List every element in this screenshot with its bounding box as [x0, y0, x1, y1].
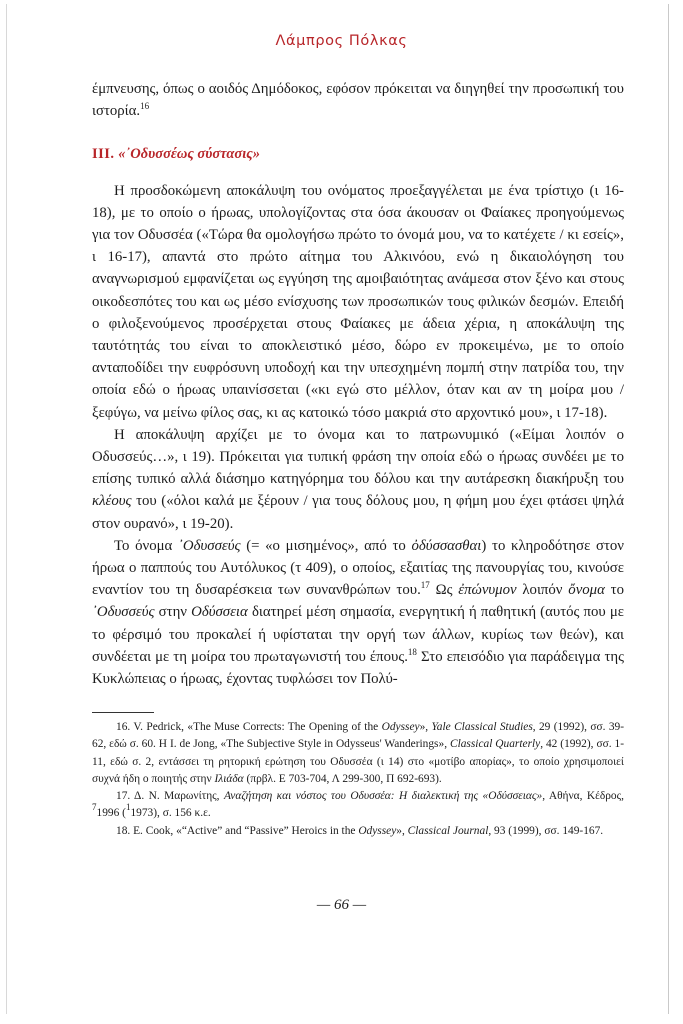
footnote-16: [92, 719, 624, 788]
p3-i1: ᾿Οδυσσεύς: [177, 537, 241, 554]
fn18-c: »,: [396, 824, 408, 837]
p3-i3: ἐπώνυμον: [458, 582, 517, 599]
fn17-d: 1996 (: [96, 807, 126, 820]
intro-text: έμπνευσης, όπως ο αοιδός Δημόδοκος, εφόσον πρόκειται να διηγηθεί την προσωπική του ιστορία.: [92, 81, 624, 120]
fn17-c: , Αθήνα, Κέδρος,: [542, 790, 624, 803]
fn16-e: , 29 (1992), σσ. 39-62, εδώ σ. 60. H I. de Jong, «The Subjective Style in Odysseus' Wanderings»,: [92, 721, 625, 751]
fn17-e: 1973), σ. 156 κ.ε.: [130, 807, 211, 820]
running-head: Λάμπρος Πόλκας: [275, 33, 408, 49]
p3-t2: (= «ο μισημένος», από το: [240, 537, 412, 554]
footnote-ref-18[interactable]: 18: [407, 646, 417, 657]
p3-t6: το: [604, 582, 624, 599]
fn17-b: Αναζήτηση και νόστος του Οδυσσέα: Η διαλεκτική της «Οδύσσειας»: [223, 790, 543, 803]
main-text: [92, 78, 624, 690]
fn16-f: Classical Quarterly: [449, 738, 541, 751]
p3-i6: Οδύσσεια: [191, 604, 248, 621]
fn17-first-edition-sup: 1: [125, 802, 131, 813]
paragraph-3: [92, 535, 624, 690]
fn16-d: Yale Classical Studies: [431, 721, 533, 733]
fn17-edition-sup: 7: [92, 802, 97, 813]
fn18-b: Odyssey: [358, 824, 397, 837]
fn18-d: Classical Journal: [407, 824, 489, 837]
p3-t9: Στο επεισόδιο για παράδειγμα της Κυκλώπειας ο ήρωας, έχοντας τυφλώσει τον Πολύ-: [92, 648, 625, 688]
intro-paragraph: [92, 78, 624, 122]
p3-t4: Ως: [429, 582, 459, 599]
section-heading: [92, 143, 624, 165]
fn16-a: 16. V. Pedrick, «The Muse Corrects: The Opening of the: [116, 721, 382, 733]
fn18-e: , 93 (1999), σσ. 149-167.: [488, 824, 604, 837]
fn16-b: Odyssey: [381, 721, 420, 733]
p3-t3: ) το κληροδότησε στον ήρωα ο παππούς του Αυτόλυκος (τ 409), ο οποίος, εξαιτίας της πανουργίας του, κινούσε εναντίον του τη δυσαρέσκεια των συνανθρώπων του.: [92, 537, 624, 599]
fn16-h: Ιλιάδα: [214, 772, 244, 785]
section-title: «᾿Οδυσσέως σύστασις»: [118, 146, 260, 163]
fn16-c: »,: [419, 721, 432, 733]
footnote-17: [92, 788, 624, 823]
paragraph-2: [92, 424, 624, 535]
fn16-g: , 42 (1992), σσ. 1-11, εδώ σ. 2, εντάσσει τη ρητορική ερώτηση του Οδυσσέα (ι 14) στο «μοτίβο απορίας», το οποίο χρησιμοποιεί συχνά ήδη ο ποιητής στην: [92, 738, 624, 785]
p3-t5: λοιπόν: [516, 582, 569, 599]
fn18-a: 18. E. Cook, «“Active” and “Passive” Heroics in the: [116, 824, 359, 837]
footnote-ref-17[interactable]: 17: [420, 580, 430, 591]
p3-t7: στην: [154, 604, 192, 621]
footnote-divider: [92, 712, 154, 713]
p3-t1: Το όνομα: [114, 537, 178, 554]
footnote-ref-16[interactable]: 16: [140, 101, 150, 112]
footnotes: [92, 719, 624, 840]
paragraph-2-italic: κλέους: [92, 493, 132, 510]
p3-i4: ὄνομα: [568, 582, 605, 599]
paragraph-1: Η προσδοκώμενη αποκάλυψη του ονόματος προεξαγγέλεται με ένα τρίστιχο (ι 16-18), με το οποίο ο ήρωας, υπολογίζοντας στα όσα άκουσαν οι Φαίακες προηγούμενως για τον Οδυσσέα («Τώρα θα ομολογήσω πρώτο το όνομά μου, να το κατέχετε / κι εσείς», ι 16-17), απαντά στο πρώτο αίτημα του Αλκινόου, ενώ η δικαιολόγηση του αναγνωρισμού εμφανίζεται ως εγγύηση της αμοιβαιότητας ανάμεσα στον ξένο και στους οικοδεσπότες του και ως μέσο ενίσχυσης των προσωπικών τους φιλικών δεσμών. Επειδή ο φιλοξενούμενος προσέρχεται στους Φαίακες με άδεια χέρια, η αποκάλυψη της ταυτότητάς του είναι το αποκλειστικό μέσο, δώρο εν προκειμένω, με το οποίο ανταποδίδει την ευφρόσυνη υποδοχή και την υπεσχημένη πομπή στην πατρίδα του, την οποία εδώ ο ήρωας υπαινίσσεται («κι εγώ στο μέλλον, όταν και αν τη μοίρα μου / ξεφύγω, να μείνω φίλος σας, κι ας κατοικώ τόσο μακριά στο αρχοντικό μου», ι 17-18).: [92, 182, 624, 421]
paragraph-2-text-a: Η αποκάλυψη αρχίζει με το όνομα και το πατρωνυμικό («Είμαι λοιπόν ο Οδυσσεύς…», ι 19). Πρόκειται για τυπική φράση την οποία εδώ ο ήρωας συνδέει με το επίσης τυπικό αλλά διάσημο κατηγόρημα του δόλου και την αυτάρεσκη διακήρυξη του: [92, 426, 624, 488]
paragraph-2-text-b: του («όλοι καλά με ξέρουν / για τους δόλους μου, η φήμη μου έχει φτάσει ψηλά στον ουρανό», ι 19-20).: [92, 493, 624, 532]
p3-i2: ὀδύσσασθαι: [411, 537, 482, 554]
fn17-a: 17. Δ. Ν. Μαρωνίτης,: [116, 790, 224, 803]
p3-t8: διατηρεί μέση σημασία, ενεργητική ή παθητική (αυτός που με το φέρσιμό του προκαλεί ή υφίσταται την οργή των άλλων, κυρίως των θεών), και συνδέεται με τη μοίρα του πρωταγωνιστή του έπους.: [92, 604, 625, 665]
p3-i5: ᾿Οδυσσεύς: [92, 604, 155, 621]
fn16-i: (πρβλ. Ε 703-704, Λ 299-300, Π 692-693).: [243, 772, 442, 785]
section-number: ΙΙΙ.: [92, 146, 115, 163]
footnote-18: [92, 823, 624, 840]
page-number: — 66 —: [316, 897, 367, 913]
